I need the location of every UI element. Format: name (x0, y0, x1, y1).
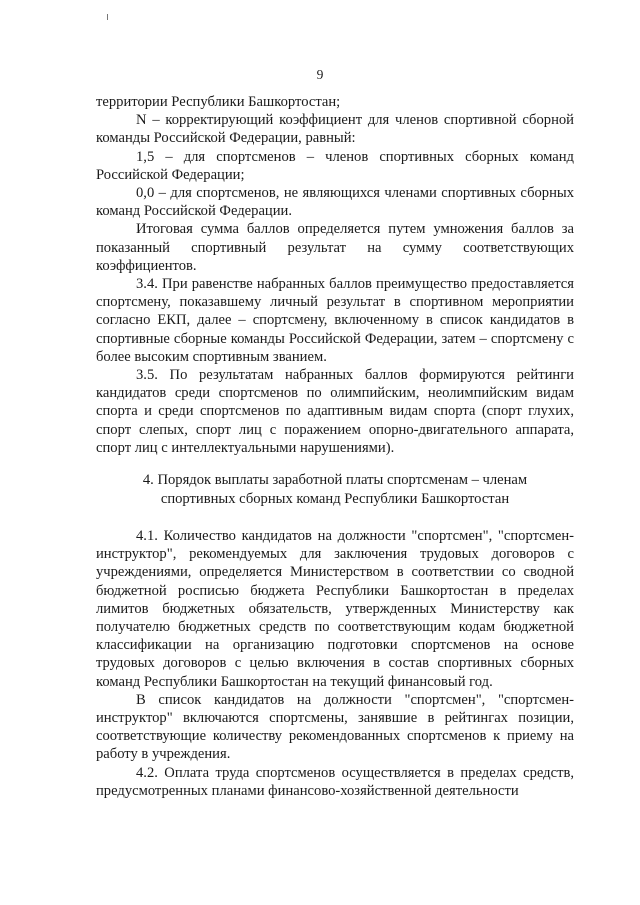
paragraph-territory: территории Республики Башкортостан; (96, 94, 341, 110)
paragraph-3-4: 3.4. При равенстве набранных баллов преимущество предоставляется спортсмену, показавшему личный результат в спортивном мероприятии согласно ЕКП, далее – спортсмену, включенному в список кандидатов в спортивные сборные команды Российской Федерации, затем – спортсмену с более высоким спортивным званием. (96, 276, 574, 365)
paragraph-4-2: 4.2. Оплата труда спортсменов осуществляется в пределах средств, предусмотренных планами финансово-хозяйственной деятельности (96, 764, 574, 799)
paragraph-candidates-list: В список кандидатов на должности "спортсмен", "спортсмен-инструктор" включаются спортсмены, занявшие в рейтингах позиции, соответствующие количеству рекомендованных спортсменов к приему на работу в учреждения. (96, 691, 574, 763)
paragraph-4-1: 4.1. Количество кандидатов на должности "спортсмен", "спортсмен-инструктор", рекомендуемых для заключения трудовых договоров с учреждениями, определяется Министерством в соответствии со сводной бюджетной росписью бюджета Республики Башкортостан в пределах лимитов бюджетных обязательств, утвержденных Министерству как получателю бюджетных средств по соответствующим кодам бюджетной классификации на организацию подготовки спортсменов на основе трудовых договоров с целью включения в состав спортивных сборных команд Республики Башкортостан на текущий финансовый год. (96, 528, 574, 690)
paragraph-coefficient-0-0: 0,0 – для спортсменов, не являющихся членами спортивных сборных команд Российской Федерации. (96, 185, 574, 220)
paragraph-coefficient-n: N – корректирующий коэффициент для членов спортивной сборной команды Российской Федерации, равный: (96, 112, 574, 147)
paragraph-3-5: 3.5. По результатам набранных баллов формируются рейтинги кандидатов среди спортсменов по олимпийским, неолимпийским видам спорта и среди спортсменов по адаптивным видам спорта (спорт глухих, спорт слепых, спорт лиц с поражением опорно-двигательного аппарата, спорт лиц с интеллектуальными нарушениями). (96, 367, 574, 456)
section-heading-line2: спортивных сборных команд Республики Башкортостан (160, 490, 510, 507)
section-heading-line1: 4. Порядок выплаты заработной платы спортсменам – членам (142, 472, 528, 488)
paragraph-coefficient-1-5: 1,5 – для спортсменов – членов спортивных сборных команд Российской Федерации; (96, 148, 574, 183)
page-number: 9 (316, 67, 324, 82)
scan-mark (107, 14, 108, 20)
paragraph-total-score: Итоговая сумма баллов определяется путем умножения баллов за показанный спортивный результат на сумму соответствующих коэффициентов. (96, 221, 574, 274)
section-heading (96, 471, 574, 508)
text-body-top (96, 93, 574, 457)
text-body-bottom (96, 527, 574, 800)
